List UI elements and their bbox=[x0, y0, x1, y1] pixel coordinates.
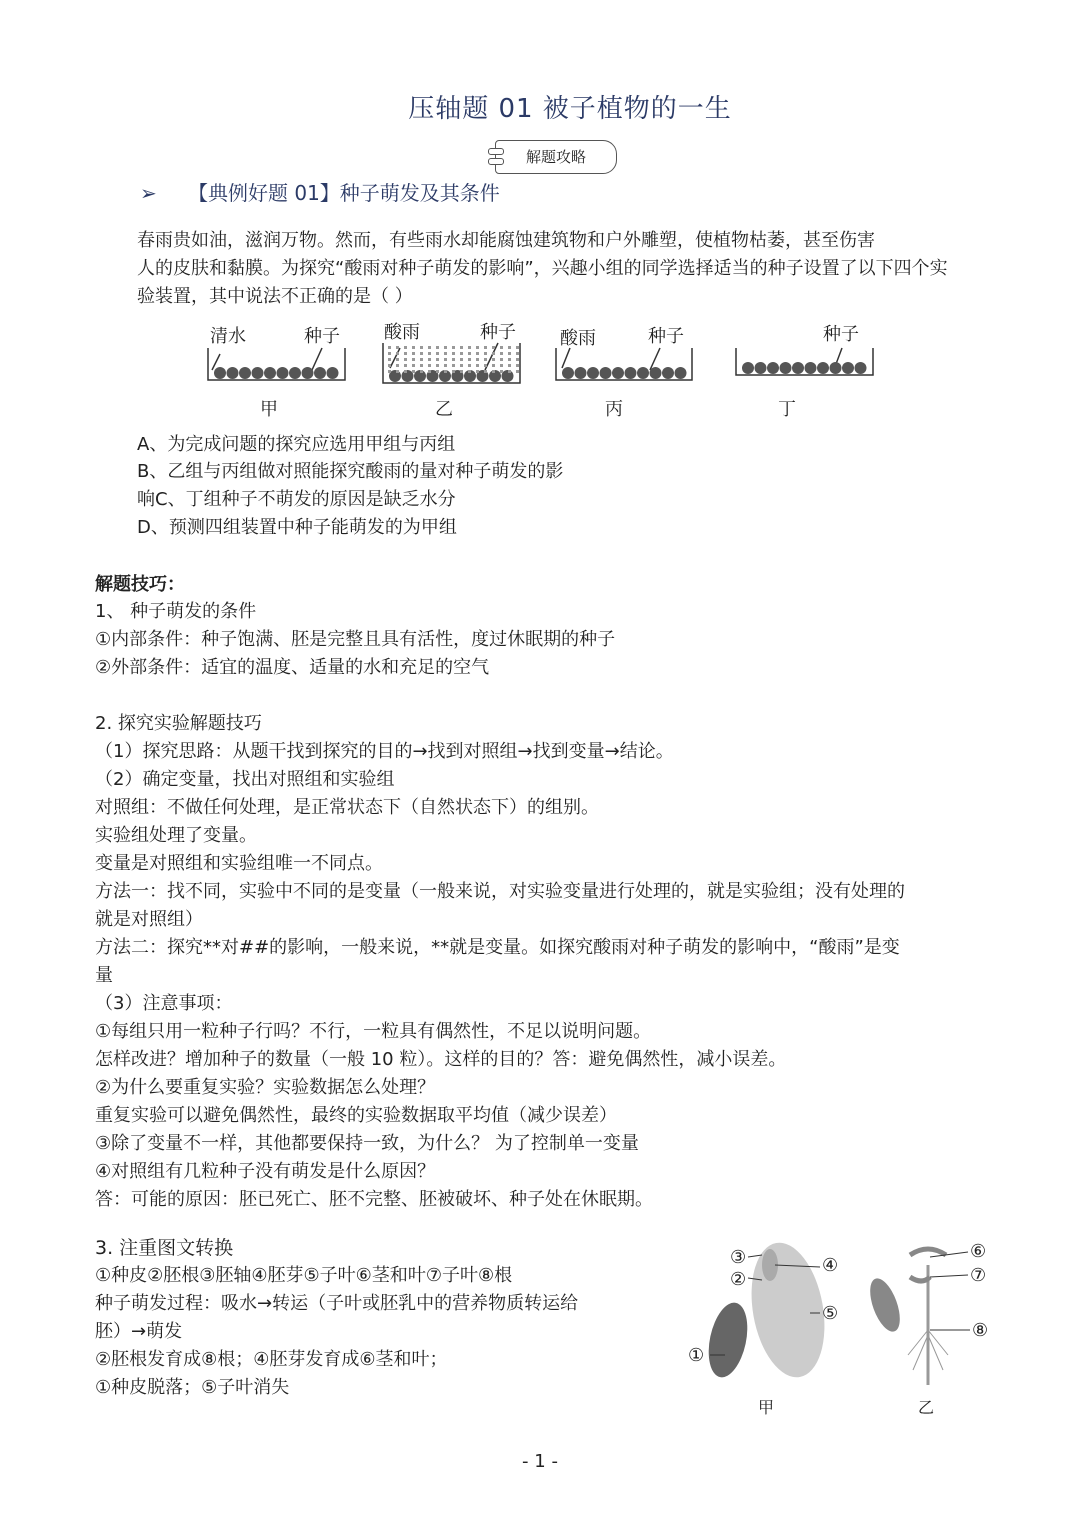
acid-rain-dot-icon bbox=[388, 364, 391, 367]
acid-rain-dot-icon bbox=[452, 352, 455, 355]
acid-rain-dot-icon bbox=[468, 364, 471, 367]
acid-rain-dot-icon bbox=[492, 346, 495, 349]
acid-rain-dot-icon bbox=[388, 352, 391, 355]
acid-rain-dot-icon bbox=[420, 358, 423, 361]
apparatus-label-seed: 种子 bbox=[304, 326, 340, 347]
option-d: D、预测四组装置中种子能萌发的为甲组 bbox=[137, 517, 457, 538]
tips-line: ①内部条件：种子饱满、胚是完整且具有活性，度过休眠期的种子 bbox=[95, 629, 616, 650]
acid-rain-dot-icon bbox=[444, 346, 447, 349]
acid-rain-dot-icon bbox=[500, 364, 503, 367]
acid-rain-dot-icon bbox=[436, 352, 439, 355]
seed-icon bbox=[817, 362, 829, 374]
tips-line: （1）探究思路：从题干找到探究的目的→找到对照组→找到变量→结论。 bbox=[95, 741, 674, 762]
figure-label: ③ bbox=[730, 1247, 747, 1268]
tips-line: 方法一：找不同，实验中不同的是变量（一般来说，对实验变量进行处理的，就是实验组；没有处理的 bbox=[95, 881, 905, 902]
section-3-line: 3. 注重图文转换 bbox=[95, 1237, 234, 1259]
acid-rain-dot-icon bbox=[396, 370, 399, 373]
question-line: 验装置，其中说法不正确的是（ ） bbox=[137, 286, 413, 307]
acid-rain-dot-icon bbox=[516, 364, 519, 367]
acid-rain-dot-icon bbox=[468, 352, 471, 355]
tips-line: ②为什么要重复实验？实验数据怎么处理？ bbox=[95, 1077, 436, 1098]
seed-icon bbox=[755, 362, 767, 374]
acid-rain-dot-icon bbox=[420, 346, 423, 349]
seed-icon bbox=[805, 362, 817, 374]
acid-rain-dot-icon bbox=[508, 346, 511, 349]
acid-rain-dot-icon bbox=[484, 352, 487, 355]
badge-label: 解题攻略 bbox=[525, 148, 586, 166]
tips-line: 对照组：不做任何处理，是正常状态下（自然状态下）的组别。 bbox=[95, 797, 599, 818]
option-c: 响C、丁组种子不萌发的原因是缺乏水分 bbox=[137, 489, 456, 510]
acid-rain-dot-icon bbox=[428, 364, 431, 367]
acid-rain-dot-icon bbox=[444, 358, 447, 361]
section-3-body bbox=[95, 1234, 578, 1402]
acid-rain-dot-icon bbox=[492, 352, 495, 355]
acid-rain-dot-icon bbox=[484, 358, 487, 361]
acid-rain-dot-icon bbox=[396, 364, 399, 367]
page-number: - 1 - bbox=[522, 1451, 558, 1472]
tips-line: 方法二：探究**对##的影响，一般来说，**就是变量。如探究酸雨对种子萌发的影响中，“酸雨”是变 bbox=[95, 937, 900, 958]
seed-icon bbox=[625, 367, 637, 379]
tips-line: 2. 探究实验解题技巧 bbox=[95, 713, 262, 734]
seed-icon bbox=[264, 367, 276, 379]
badge-decoration-icon bbox=[488, 158, 504, 165]
seed-icon bbox=[637, 367, 649, 379]
apparatus-label-seed: 种子 bbox=[480, 322, 516, 343]
apparatus-caption: 甲 bbox=[260, 399, 278, 420]
seed-germination-drawing bbox=[680, 1235, 1000, 1420]
seed-icon bbox=[842, 362, 854, 374]
acid-rain-dot-icon bbox=[436, 358, 439, 361]
tips-line: （3）注意事项： bbox=[95, 993, 233, 1014]
figure-label: ④ bbox=[822, 1255, 839, 1276]
apparatus-caption: 丙 bbox=[605, 399, 623, 420]
tips-line: ③除了变量不一样，其他都要保持一致，为什么？ 为了控制单一变量 bbox=[95, 1133, 639, 1154]
example-heading bbox=[140, 177, 500, 206]
acid-rain-dot-icon bbox=[412, 346, 415, 349]
acid-rain-dot-icon bbox=[404, 364, 407, 367]
seed-icon bbox=[289, 367, 301, 379]
seed-icon bbox=[252, 367, 264, 379]
acid-rain-dot-icon bbox=[388, 346, 391, 349]
acid-rain-dot-icon bbox=[468, 358, 471, 361]
figure-label: ① bbox=[688, 1345, 705, 1366]
section-3-line: ①种皮脱落；⑤子叶消失 bbox=[95, 1377, 290, 1398]
acid-rain-dot-icon bbox=[436, 346, 439, 349]
acid-rain-dot-icon bbox=[412, 364, 415, 367]
seed-icon bbox=[502, 370, 514, 382]
tips-line: ①每组只用一粒种子行吗？不行，一粒具有偶然性，不足以说明问题。 bbox=[95, 1021, 652, 1042]
tips-heading-text: 解题技巧： bbox=[95, 574, 185, 595]
acid-rain-dot-icon bbox=[404, 358, 407, 361]
seed-icon bbox=[792, 362, 804, 374]
apparatus-label-liquid: 酸雨 bbox=[560, 328, 596, 349]
question-line: 春雨贵如油，滋润万物。然而，有些雨水却能腐蚀建筑物和户外雕塑，使植物枯萎，甚至伤害 bbox=[137, 230, 875, 251]
figure-label: ⑦ bbox=[970, 1265, 987, 1286]
tips-line: 量 bbox=[95, 965, 113, 986]
acid-rain-dot-icon bbox=[508, 370, 511, 373]
acid-rain-dot-icon bbox=[492, 364, 495, 367]
seed-icon bbox=[402, 370, 414, 382]
seed-icon bbox=[742, 362, 754, 374]
section-3-line: ①种皮②胚根③胚轴④胚芽⑤子叶⑥茎和叶⑦子叶⑧根 bbox=[95, 1265, 513, 1286]
tips-line: 重复实验可以避免偶然性，最终的实验数据取平均值（减少误差） bbox=[95, 1105, 617, 1126]
section-3-line: 种子萌发过程：吸水→转运（子叶或胚乳中的营养物质转运给 bbox=[95, 1293, 579, 1314]
acid-rain-dot-icon bbox=[492, 370, 495, 373]
seed-icon bbox=[612, 367, 624, 379]
figure-label: ⑥ bbox=[970, 1241, 987, 1262]
page-title: 压轴题 01 被子植物的一生 bbox=[408, 94, 732, 124]
seed-icon bbox=[600, 367, 612, 379]
seed-icon bbox=[650, 367, 662, 379]
seed-icon bbox=[830, 362, 842, 374]
acid-rain-dot-icon bbox=[508, 352, 511, 355]
seed-icon bbox=[662, 367, 674, 379]
acid-rain-dot-icon bbox=[476, 346, 479, 349]
acid-rain-dot-icon bbox=[452, 370, 455, 373]
seed-icon bbox=[780, 362, 792, 374]
acid-rain-dot-icon bbox=[508, 364, 511, 367]
acid-rain-dot-icon bbox=[420, 370, 423, 373]
acid-rain-dot-icon bbox=[428, 370, 431, 373]
acid-rain-dot-icon bbox=[476, 370, 479, 373]
acid-rain-dot-icon bbox=[500, 370, 503, 373]
acid-rain-dot-icon bbox=[404, 352, 407, 355]
acid-rain-dot-icon bbox=[428, 352, 431, 355]
acid-rain-dot-icon bbox=[460, 346, 463, 349]
acid-rain-dot-icon bbox=[404, 346, 407, 349]
figure-label: ⑤ bbox=[822, 1303, 839, 1324]
apparatus-label-seed: 种子 bbox=[648, 326, 684, 347]
acid-rain-dot-icon bbox=[484, 364, 487, 367]
acid-rain-dot-icon bbox=[396, 352, 399, 355]
acid-rain-dot-icon bbox=[460, 358, 463, 361]
acid-rain-dot-icon bbox=[444, 352, 447, 355]
seed-icon bbox=[675, 367, 687, 379]
seed-icon bbox=[575, 367, 587, 379]
seed-icon bbox=[562, 367, 574, 379]
seed-icon bbox=[302, 367, 314, 379]
acid-rain-dot-icon bbox=[516, 352, 519, 355]
seed-icon bbox=[227, 367, 239, 379]
seed-icon bbox=[314, 367, 326, 379]
acid-rain-dot-icon bbox=[460, 352, 463, 355]
option-a: A、为完成问题的探究应选用甲组与丙组 bbox=[137, 434, 456, 455]
acid-rain-dot-icon bbox=[428, 346, 431, 349]
acid-rain-dot-icon bbox=[492, 358, 495, 361]
figure-caption: 乙 bbox=[918, 1398, 935, 1417]
seed-icon bbox=[767, 362, 779, 374]
acid-rain-dot-icon bbox=[500, 352, 503, 355]
tips-line bbox=[95, 682, 905, 710]
tips-body bbox=[95, 598, 905, 1214]
acid-rain-dot-icon bbox=[444, 364, 447, 367]
section-3-line: 胚）→萌发 bbox=[95, 1321, 183, 1342]
tips-line: ②外部条件：适宜的温度、适量的水和充足的空气 bbox=[95, 657, 490, 678]
acid-rain-dot-icon bbox=[484, 346, 487, 349]
arrow-bullet-icon: ➢ bbox=[140, 181, 157, 205]
acid-rain-dot-icon bbox=[476, 352, 479, 355]
acid-rain-dot-icon bbox=[452, 346, 455, 349]
badge-decoration-icon bbox=[488, 148, 504, 155]
figure-label: ⑧ bbox=[972, 1320, 989, 1341]
acid-rain-dot-icon bbox=[452, 358, 455, 361]
seed-icon bbox=[587, 367, 599, 379]
seed-icon bbox=[855, 362, 867, 374]
tips-heading bbox=[95, 571, 185, 599]
acid-rain-dot-icon bbox=[476, 358, 479, 361]
apparatus-caption: 丁 bbox=[778, 399, 796, 420]
question-line: 人的皮肤和黏膜。为探究“酸雨对种子萌发的影响”，兴趣小组的同学选择适当的种子设置了以下四个实 bbox=[137, 258, 948, 279]
apparatus-caption: 乙 bbox=[435, 399, 453, 420]
acid-rain-dot-icon bbox=[436, 364, 439, 367]
seed-icon bbox=[327, 367, 339, 379]
acid-rain-dot-icon bbox=[412, 370, 415, 373]
acid-rain-dot-icon bbox=[404, 370, 407, 373]
tips-line: 就是对照组） bbox=[95, 909, 203, 930]
tips-line: （2）确定变量，找出对照组和实验组 bbox=[95, 769, 395, 790]
acid-rain-dot-icon bbox=[516, 358, 519, 361]
acid-rain-dot-icon bbox=[460, 364, 463, 367]
acid-rain-dot-icon bbox=[500, 346, 503, 349]
tips-line: ④对照组有几粒种子没有萌发是什么原因？ bbox=[95, 1161, 436, 1182]
acid-rain-dot-icon bbox=[444, 370, 447, 373]
acid-rain-dot-icon bbox=[516, 370, 519, 373]
acid-rain-dot-icon bbox=[476, 364, 479, 367]
figure-label: ② bbox=[730, 1269, 747, 1290]
seed-icon bbox=[277, 367, 289, 379]
acid-rain-dot-icon bbox=[484, 370, 487, 373]
tips-line: 怎样改进？增加种子的数量（一般 10 粒）。这样的目的？答：避免偶然性，减小误差。 bbox=[95, 1049, 787, 1070]
acid-rain-dot-icon bbox=[388, 358, 391, 361]
apparatus-label-seed: 种子 bbox=[823, 324, 859, 345]
acid-rain-dot-icon bbox=[468, 370, 471, 373]
section-badge bbox=[495, 140, 617, 174]
acid-rain-dot-icon bbox=[396, 358, 399, 361]
tips-line: 答：可能的原因：胚已死亡、胚不完整、胚被破坏、种子处在休眠期。 bbox=[95, 1189, 653, 1210]
acid-rain-dot-icon bbox=[396, 346, 399, 349]
seed-germination-figure bbox=[680, 1235, 1000, 1420]
acid-rain-dot-icon bbox=[420, 364, 423, 367]
apparatus-label-liquid: 酸雨 bbox=[384, 322, 420, 343]
option-b: B、乙组与丙组做对照能探究酸雨的量对种子萌发的影 bbox=[137, 461, 564, 482]
tips-line: 实验组处理了变量。 bbox=[95, 825, 257, 846]
acid-rain-dot-icon bbox=[468, 346, 471, 349]
tips-line: 1、 种子萌发的条件 bbox=[95, 601, 257, 622]
acid-rain-dot-icon bbox=[436, 370, 439, 373]
acid-rain-dot-icon bbox=[388, 370, 391, 373]
acid-rain-dot-icon bbox=[460, 370, 463, 373]
acid-rain-dot-icon bbox=[412, 352, 415, 355]
acid-rain-dot-icon bbox=[452, 364, 455, 367]
acid-rain-dot-icon bbox=[516, 346, 519, 349]
acid-rain-dot-icon bbox=[508, 358, 511, 361]
acid-rain-dot-icon bbox=[500, 358, 503, 361]
apparatus-label-liquid: 清水 bbox=[210, 326, 246, 347]
acid-rain-dot-icon bbox=[412, 358, 415, 361]
tips-line: 变量是对照组和实验组唯一不同点。 bbox=[95, 853, 383, 874]
seed-icon bbox=[214, 367, 226, 379]
seed-icon bbox=[239, 367, 251, 379]
figure-caption: 甲 bbox=[758, 1398, 775, 1417]
acid-rain-dot-icon bbox=[428, 358, 431, 361]
acid-rain-dot-icon bbox=[420, 352, 423, 355]
section-3-line: ②胚根发育成⑧根；④胚芽发育成⑥茎和叶； bbox=[95, 1349, 448, 1370]
example-heading-text: 【典例好题 01】种子萌发及其条件 bbox=[188, 181, 500, 205]
